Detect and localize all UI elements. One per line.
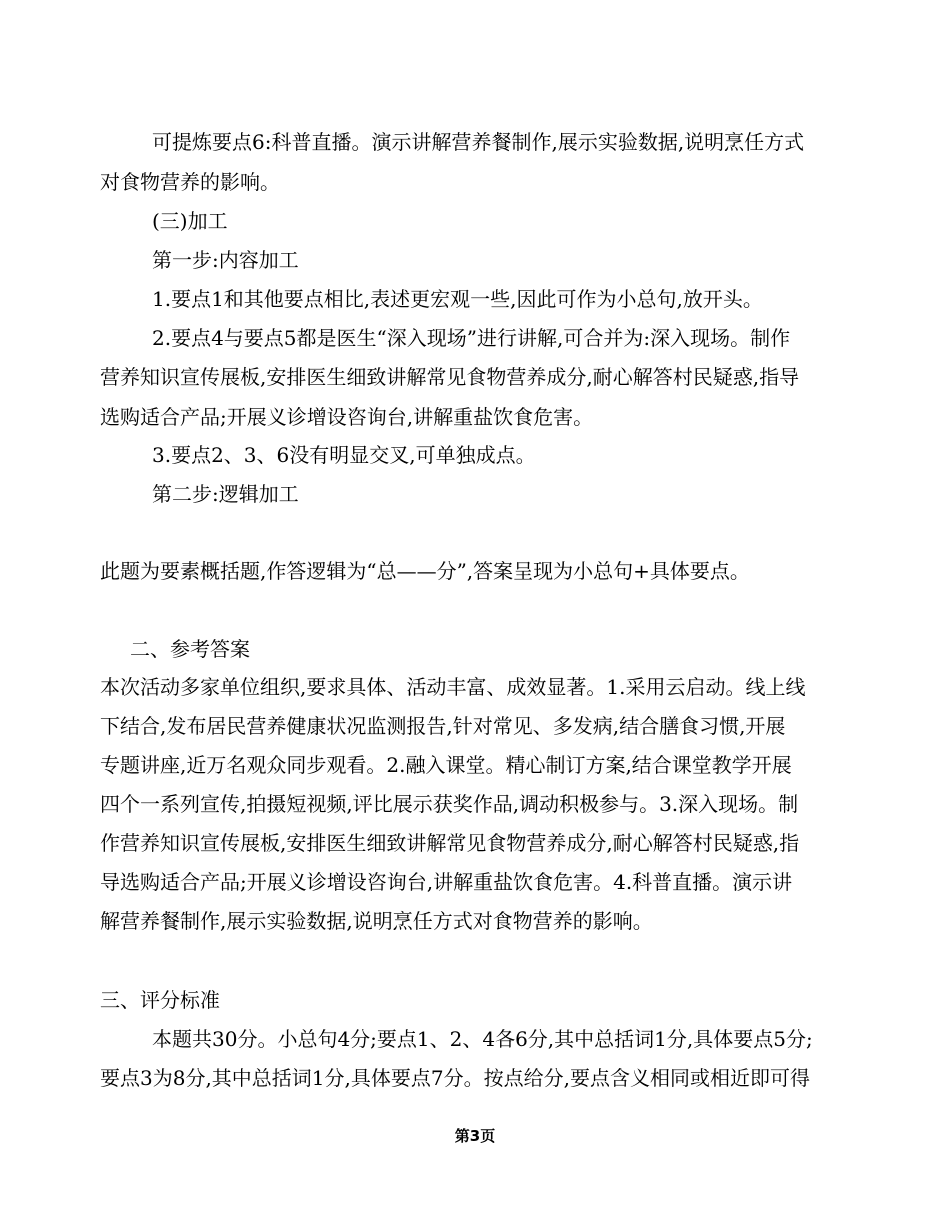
step-heading: 第二步:逻辑加工 bbox=[152, 482, 299, 506]
text-line: 对食物营养的影响。 bbox=[100, 170, 280, 194]
text-line: 导选购适合产品;开展义诊增设咨询台,讲解重盐饮食危害。4.科普直播。演示讲 bbox=[100, 870, 793, 894]
text-line: 解营养餐制作,展示实验数据,说明烹任方式对食物营养的影响。 bbox=[100, 909, 653, 933]
text-line: 本题共30分。小总句4分;要点1、2、4各6分,其中总括词1分,具体要点5分; bbox=[152, 1027, 813, 1051]
text-line: 营养知识宣传展板,安排医生细致讲解常见食物营养成分,耐心解答村民疑惑,指导 bbox=[100, 365, 800, 389]
text-line: 专题讲座,近万名观众同步观看。2.融入课堂。精心制订方案,结合课堂教学开展 bbox=[100, 753, 792, 777]
page-number: 第3页 bbox=[454, 1127, 496, 1145]
text-line: 要点3为8分,其中总括词1分,具体要点7分。按点给分,要点含义相同或相近即可得 bbox=[100, 1066, 810, 1090]
text-line: 3.要点2、3、6没有明显交叉,可单独成点。 bbox=[152, 443, 536, 467]
text-line: 下结合,发布居民营养健康状况监测报告,针对常见、多发病,结合膳食习惯,开展 bbox=[100, 714, 786, 738]
text-line: 作营养知识宣传展板,安排医生细致讲解常见食物营养成分,耐心解答村民疑惑,指 bbox=[100, 831, 800, 855]
section-heading: 三、评分标准 bbox=[100, 988, 220, 1012]
text-line: 本次活动多家单位组织,要求具体、活动丰富、成效显著。1.采用云启动。线上线 bbox=[100, 675, 806, 699]
text-line: 选购适合产品;开展义诊增设咨询台,讲解重盐饮食危害。 bbox=[100, 405, 594, 429]
text-line: 可提炼要点6:科普直播。演示讲解营养餐制作,展示实验数据,说明烹任方式 bbox=[152, 130, 805, 154]
text-line: 2.要点4与要点5都是医生“深入现场”进行讲解,可合并为:深入现场。制作 bbox=[152, 326, 791, 350]
section-heading: 二、参考答案 bbox=[130, 637, 250, 661]
text-line: 四个一系列宣传,拍摄短视频,评比展示获奖作品,调动积极参与。3.深入现场。制 bbox=[100, 792, 799, 816]
step-heading: 第一步:内容加工 bbox=[152, 248, 299, 272]
text-line: 1.要点1和其他要点相比,表述更宏观一些,因此可作为小总句,放开头。 bbox=[152, 287, 763, 311]
text-line: 此题为要素概括题,作答逻辑为“总——分”,答案呈现为小总句+具体要点。 bbox=[100, 559, 750, 583]
section-heading: (三)加工 bbox=[152, 209, 228, 233]
